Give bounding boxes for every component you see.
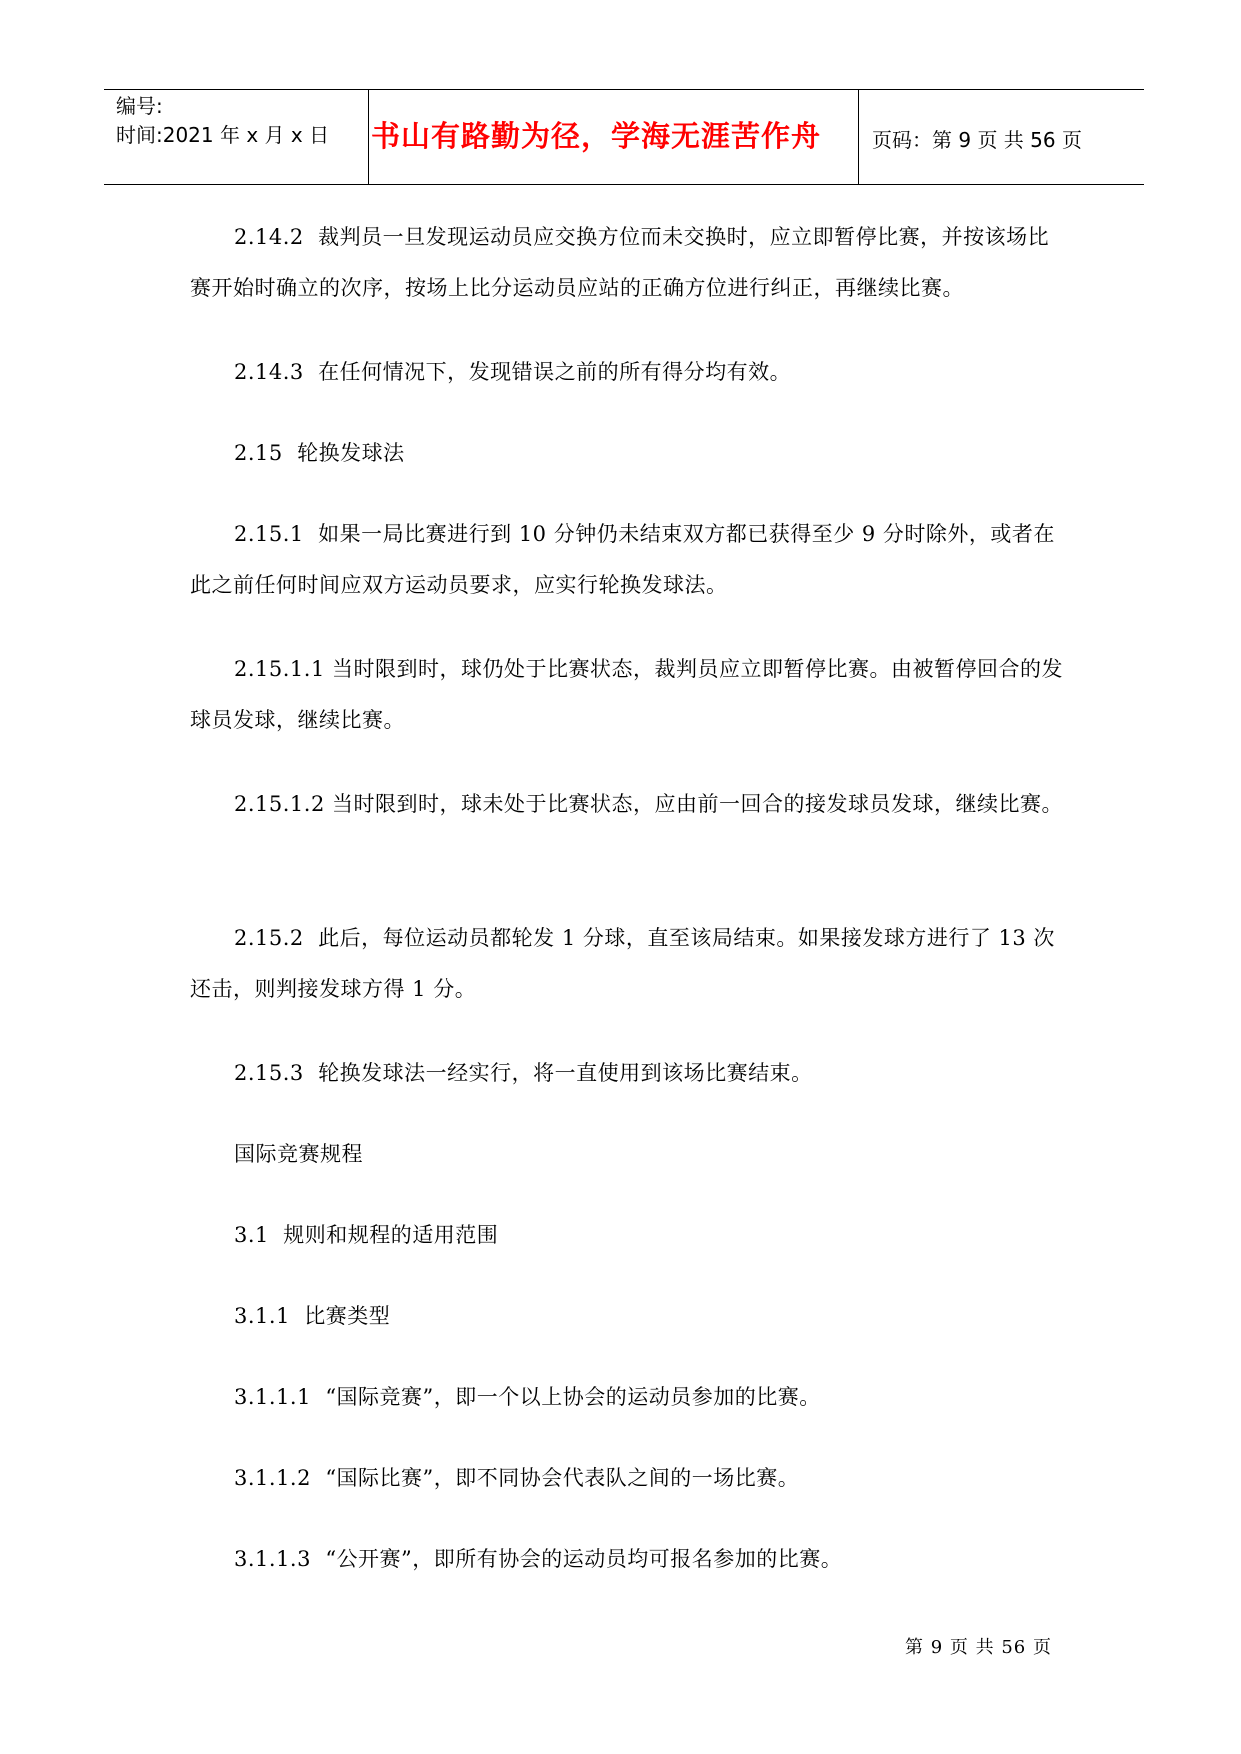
paragraph-3-1-1-2: 3.1.1.2 “国际比赛”，即不同协会代表队之间的一场比赛。 <box>234 1466 800 1490</box>
paragraph-2-15-2: 2.15.2 此后，每位运动员都轮发 1 分球，直至该局结束。如果接发球方进行了 13 次还击，则判接发球方得 1 分。 <box>190 926 1055 1001</box>
paragraph-2-14-2: 2.14.2 裁判员一旦发现运动员应交换方位而未交换时，应立即暂停比赛，并按该场比赛开始时确立的次序，按场上比分运动员应站的正确方位进行纠正，再继续比赛。 <box>190 225 1050 300</box>
header-meta <box>116 92 329 150</box>
document-time-label: 时间:2021 年 x 月 x 日 <box>116 123 330 147</box>
section-heading-international-rules: 国际竞赛规程 <box>234 1142 363 1166</box>
paragraph-2-15-1-2: 2.15.1.2 当时限到时，球未处于比赛状态，应由前一回合的接发球员发球，继续比赛。 <box>234 792 1064 816</box>
header-motto: 书山有路勤为径，学海无涯苦作舟 <box>370 119 821 153</box>
paragraph-2-15-1-1: 2.15.1.1 当时限到时，球仍处于比赛状态，裁判员应立即暂停比赛。由被暂停回合的发球员发球，继续比赛。 <box>190 657 1064 732</box>
paragraph-3-1-1-1: 3.1.1.1 “国际竞赛”，即一个以上协会的运动员参加的比赛。 <box>234 1385 821 1409</box>
header-page-number: 页码：第 9 页 共 56 页 <box>872 128 1082 152</box>
heading-2-15: 2.15 轮换发球法 <box>234 441 405 465</box>
paragraph-2-15-3: 2.15.3 轮换发球法一经实行，将一直使用到该场比赛结束。 <box>234 1061 813 1085</box>
page-footer: 第 9 页 共 56 页 <box>905 1637 1052 1658</box>
paragraph-2-14-3: 2.14.3 在任何情况下，发现错误之前的所有得分均有效。 <box>234 360 792 384</box>
paragraph-3-1-1-3: 3.1.1.3 “公开赛”，即所有协会的运动员均可报名参加的比赛。 <box>234 1547 843 1571</box>
header-divider-right <box>858 90 859 184</box>
heading-3-1: 3.1 规则和规程的适用范围 <box>234 1223 499 1247</box>
document-number-label: 编号: <box>116 94 163 118</box>
paragraph-2-15-1: 2.15.1 如果一局比赛进行到 10 分钟仍未结束双方都已获得至少 9 分时除外，或者在此之前任何时间应双方运动员要求，应实行轮换发球法。 <box>190 522 1055 597</box>
heading-3-1-1: 3.1.1 比赛类型 <box>234 1304 391 1328</box>
page-header <box>104 89 1144 185</box>
